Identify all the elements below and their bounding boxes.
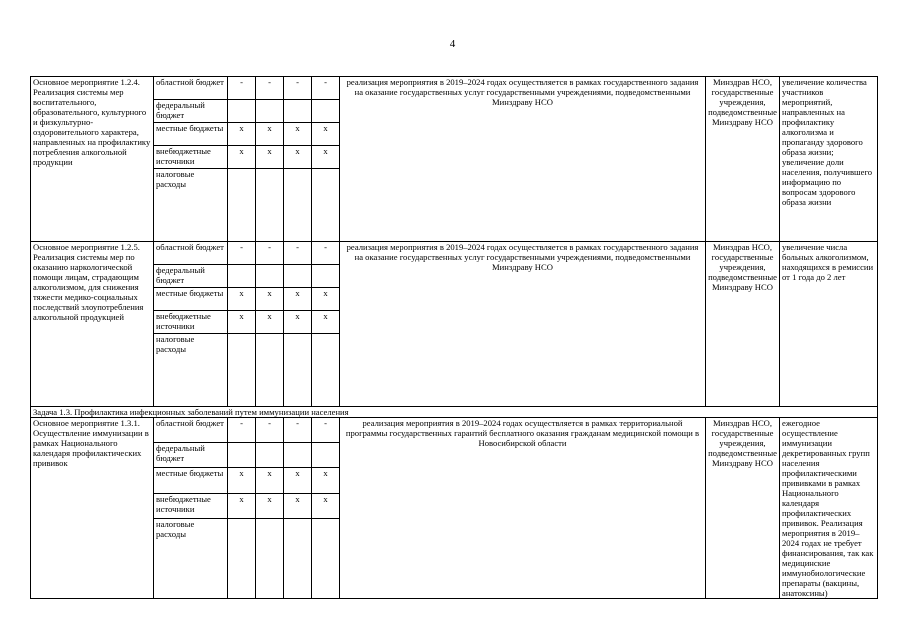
- funding-value-cell: -: [228, 77, 256, 100]
- funding-value-cell: [284, 100, 312, 123]
- funding-value-cell: [312, 518, 340, 598]
- funding-value-cell: [228, 169, 256, 242]
- funding-value-cell: x: [256, 123, 284, 146]
- funding-source: областной бюджет: [154, 77, 228, 100]
- funding-value-cell: -: [312, 77, 340, 100]
- funding-value-cell: x: [256, 288, 284, 311]
- funding-value-cell: [228, 518, 256, 598]
- funding-value-cell: -: [284, 418, 312, 443]
- funding-source: внебюджетные источники: [154, 311, 228, 334]
- expected-result: увеличение числа больных алкоголизмом, находящихся в ремиссии от 1 года до 2 лет: [780, 242, 878, 407]
- table-row: [31, 418, 878, 443]
- funding-source: местные бюджеты: [154, 288, 228, 311]
- funding-source: местные бюджеты: [154, 123, 228, 146]
- funding-value-cell: x: [312, 311, 340, 334]
- executor: Минздрав НСО, государственные учреждения, подведомственные Минздраву НСО: [706, 418, 780, 599]
- activity-name: Основное мероприятие 1.3.1. Осуществление иммунизации в рамках Национального календаря профилактических прививок: [31, 418, 154, 599]
- funding-value-cell: x: [284, 493, 312, 518]
- page-number: 4: [449, 38, 456, 50]
- funding-value-cell: -: [228, 418, 256, 443]
- executor: Минздрав НСО, государственные учреждения, подведомственные Минздраву НСО: [706, 77, 780, 242]
- task-row: [31, 407, 878, 418]
- funding-value-cell: [228, 443, 256, 468]
- funding-value-cell: [312, 169, 340, 242]
- funding-value-cell: [256, 334, 284, 407]
- table-body: [31, 77, 878, 599]
- funding-value-cell: x: [312, 468, 340, 493]
- funding-source: налоговые расходы: [154, 169, 228, 242]
- funding-value-cell: x: [228, 123, 256, 146]
- funding-value-cell: -: [256, 418, 284, 443]
- funding-value-cell: [228, 265, 256, 288]
- funding-value-cell: [284, 169, 312, 242]
- funding-value-cell: x: [284, 146, 312, 169]
- expected-result: увеличение количества участников мероприятий, направленных на профилактику алкоголизма и пропаганду здорового образа жизни; увеличение доли населения, получившего информацию по вопросам здорового образа жизни: [780, 77, 878, 242]
- funding-value-cell: [284, 518, 312, 598]
- funding-value-cell: [228, 334, 256, 407]
- funding-value-cell: x: [228, 468, 256, 493]
- funding-value-cell: [312, 265, 340, 288]
- funding-source: налоговые расходы: [154, 518, 228, 598]
- funding-value-cell: x: [312, 123, 340, 146]
- funding-value-cell: [284, 443, 312, 468]
- funding-value-cell: x: [284, 123, 312, 146]
- expected-result: ежегодное осуществление иммунизации декретированных групп населения профилактическими прививками в рамках Национального календаря профилактических прививок. Реализация мероприятия в 2019–2024 годах не требует финансирования, так как медицинские иммунобиологические препараты (вакцины, анатоксины): [780, 418, 878, 599]
- funding-value-cell: [284, 334, 312, 407]
- funding-value-cell: x: [284, 468, 312, 493]
- funding-value-cell: x: [228, 311, 256, 334]
- funding-value-cell: [312, 443, 340, 468]
- executor: Минздрав НСО, государственные учреждения, подведомственные Минздраву НСО: [706, 242, 780, 407]
- funding-value-cell: x: [256, 468, 284, 493]
- activity-name: Основное мероприятие 1.2.5. Реализация системы мер по оказанию наркологической помощи лицам, страдающим алкоголизмом, для снижения тяжести медико-социальных последствий злоупотребления алкогольной продукцией: [31, 242, 154, 407]
- funding-value-cell: x: [256, 493, 284, 518]
- activity-name: Основное мероприятие 1.2.4. Реализация системы мер воспитательного, образовательного, культурного и физкультурно-оздоровительного характера, направленных на профилактику потребления алкогольной продукции: [31, 77, 154, 242]
- activity-description: реализация мероприятия в 2019–2024 годах осуществляется в рамках государственного задания на оказание государственных услуг государственными учреждениями, подведомственными Минздраву НСО: [340, 242, 706, 407]
- funding-value-cell: x: [228, 493, 256, 518]
- funding-value-cell: [312, 100, 340, 123]
- funding-value-cell: x: [284, 288, 312, 311]
- funding-value-cell: x: [312, 288, 340, 311]
- funding-value-cell: x: [228, 146, 256, 169]
- activity-description: реализация мероприятия в 2019–2024 годах осуществляется в рамках территориальной программы государственных гарантий бесплатного оказания гражданам медицинской помощи в Новосибирской области: [340, 418, 706, 599]
- funding-value-cell: -: [284, 77, 312, 100]
- funding-value-cell: x: [284, 311, 312, 334]
- funding-value-cell: -: [312, 242, 340, 265]
- funding-value-cell: -: [312, 418, 340, 443]
- funding-source: местные бюджеты: [154, 468, 228, 493]
- funding-value-cell: x: [256, 311, 284, 334]
- funding-source: областной бюджет: [154, 418, 228, 443]
- funding-value-cell: [256, 169, 284, 242]
- funding-value-cell: -: [284, 242, 312, 265]
- funding-source: внебюджетные источники: [154, 493, 228, 518]
- funding-source: внебюджетные источники: [154, 146, 228, 169]
- funding-value-cell: [256, 443, 284, 468]
- funding-value-cell: [256, 100, 284, 123]
- funding-value-cell: x: [228, 288, 256, 311]
- table-row: [31, 242, 878, 265]
- funding-value-cell: -: [228, 242, 256, 265]
- table-row: [31, 77, 878, 100]
- funding-source: федеральный бюджет: [154, 443, 228, 468]
- activity-description: реализация мероприятия в 2019–2024 годах осуществляется в рамках государственного задания на оказание государственных услуг государственными учреждениями, подведомственными Минздраву НСО: [340, 77, 706, 242]
- funding-source: областной бюджет: [154, 242, 228, 265]
- funding-value-cell: [284, 265, 312, 288]
- funding-value-cell: x: [256, 146, 284, 169]
- funding-value-cell: [256, 265, 284, 288]
- funding-value-cell: [256, 518, 284, 598]
- program-activities-table: [30, 76, 878, 599]
- funding-value-cell: -: [256, 77, 284, 100]
- funding-value-cell: [228, 100, 256, 123]
- funding-source: федеральный бюджет: [154, 265, 228, 288]
- funding-value-cell: x: [312, 146, 340, 169]
- funding-value-cell: -: [256, 242, 284, 265]
- funding-source: налоговые расходы: [154, 334, 228, 407]
- task-title: Задача 1.3. Профилактика инфекционных заболеваний путем иммунизации населения: [31, 407, 878, 418]
- funding-value-cell: [312, 334, 340, 407]
- funding-source: федеральный бюджет: [154, 100, 228, 123]
- funding-value-cell: x: [312, 493, 340, 518]
